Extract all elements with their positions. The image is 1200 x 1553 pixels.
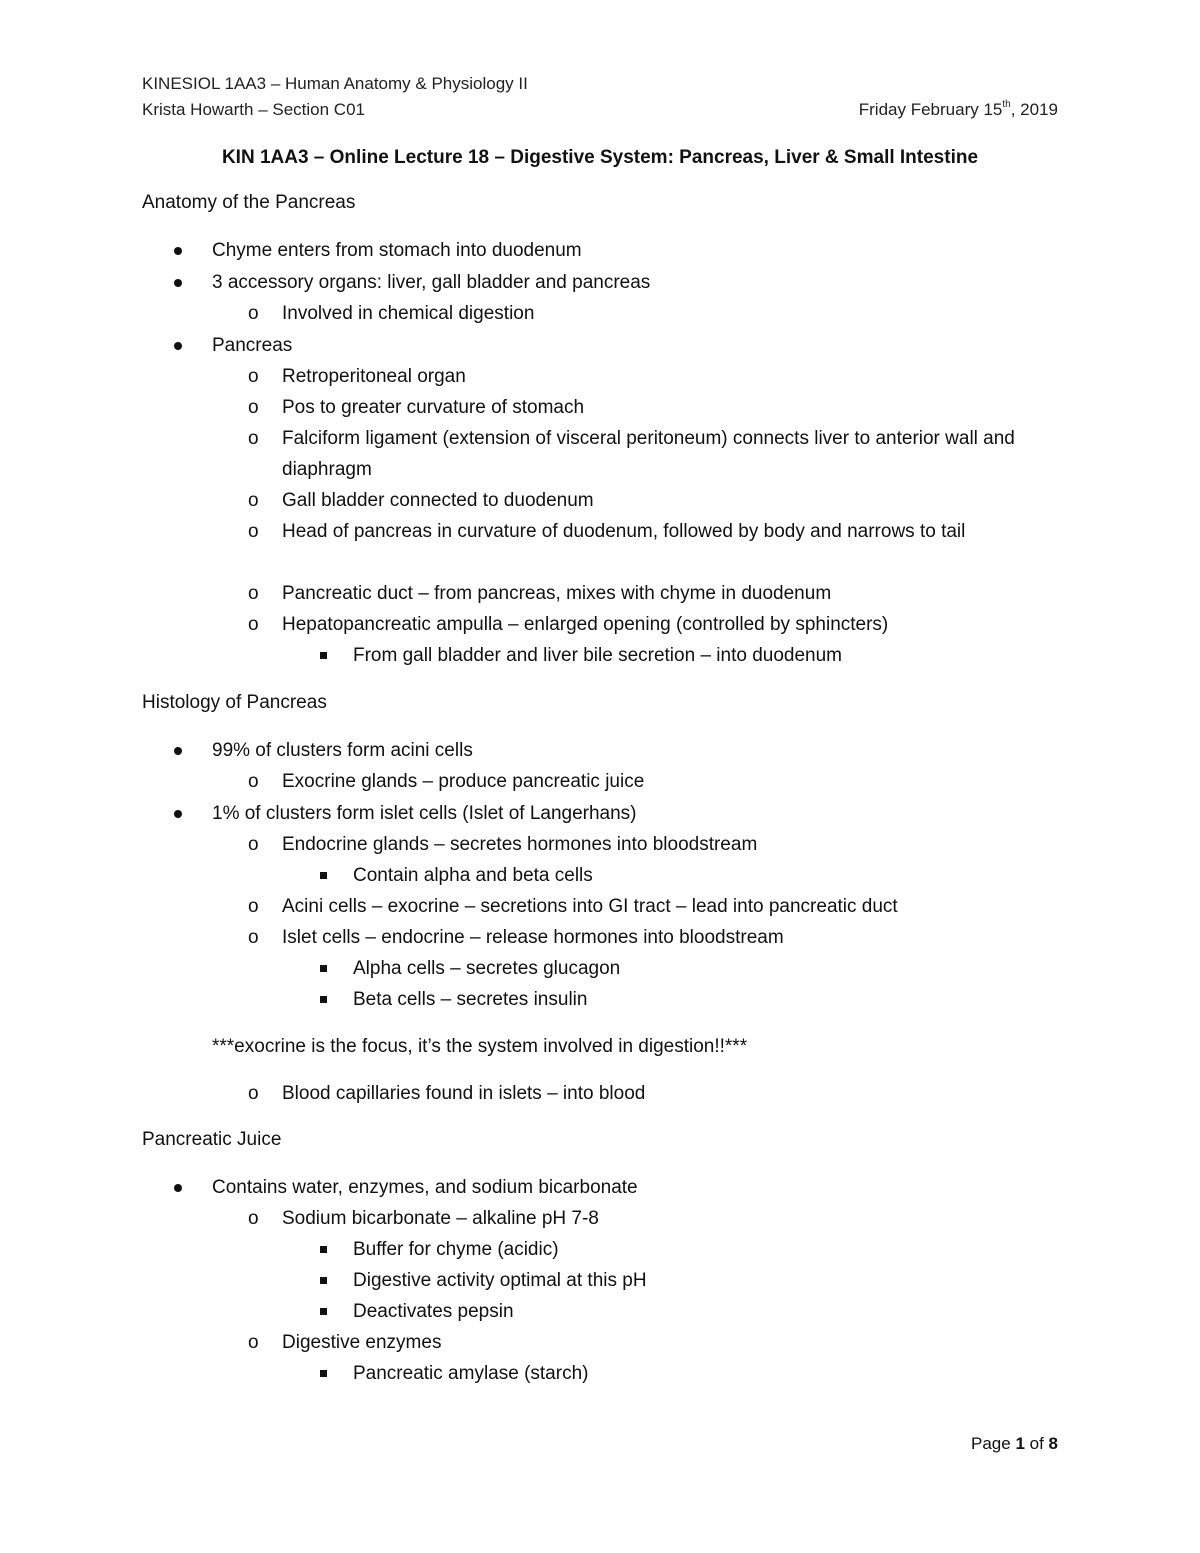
bullet-circle-icon: o xyxy=(248,1332,259,1353)
bullet-circle-icon: o xyxy=(248,896,259,917)
list-item: Pancreatic amylase (starch) xyxy=(353,1358,1053,1389)
list-item: 1% of clusters form islet cells (Islet of Langerhans) xyxy=(212,798,1052,829)
bullet-square-icon xyxy=(320,872,327,879)
total-pages: 8 xyxy=(1048,1434,1058,1453)
current-page: 1 xyxy=(1015,1434,1025,1453)
list-item: Chyme enters from stomach into duodenum xyxy=(212,235,1052,266)
bullet-circle-icon: o xyxy=(248,1083,259,1104)
list-item: o Acini cells – exocrine – secretions into GI tract – lead into pancreatic duct xyxy=(282,891,1052,922)
list-item: o Involved in chemical digestion xyxy=(282,298,1052,329)
list-item: Alpha cells – secretes glucagon xyxy=(353,953,1053,984)
author-header: Krista Howarth – Section C01 xyxy=(142,100,365,119)
date-year: , 2019 xyxy=(1010,100,1058,119)
bullet-dot-icon xyxy=(174,747,182,755)
section-heading-juice: Pancreatic Juice xyxy=(142,1129,282,1150)
bullet-dot-icon xyxy=(174,247,182,255)
bullet-square-icon xyxy=(320,1277,327,1284)
list-item: o Gall bladder connected to duodenum xyxy=(282,485,1052,516)
list-item: o Endocrine glands – secretes hormones into bloodstream xyxy=(282,829,1052,860)
page-number: Page 1 of 8 xyxy=(971,1434,1058,1453)
bullet-circle-icon: o xyxy=(248,927,259,948)
bullet-circle-icon: o xyxy=(248,614,259,635)
list-item: Pancreas xyxy=(212,330,1052,361)
bullet-circle-icon: o xyxy=(248,303,259,324)
bullet-dot-icon xyxy=(174,1184,182,1192)
list-item: o Pancreatic duct – from pancreas, mixes with chyme in duodenum xyxy=(282,578,1052,609)
list-item: o Head of pancreas in curvature of duodenum, followed by body and narrows to tail xyxy=(282,516,1052,547)
date-superscript: th xyxy=(1002,99,1011,110)
date-header xyxy=(859,99,1058,121)
course-header: KINESIOL 1AA3 – Human Anatomy & Physiology II xyxy=(142,74,528,93)
list-item: o Digestive enzymes xyxy=(282,1327,1052,1358)
bullet-circle-icon: o xyxy=(248,834,259,855)
bullet-circle-icon: o xyxy=(248,521,259,542)
document-title: KIN 1AA3 – Online Lecture 18 – Digestive System: Pancreas, Liver & Small Intestine xyxy=(221,147,979,168)
list-item: o Retroperitoneal organ xyxy=(282,361,1052,392)
bullet-dot-icon xyxy=(174,279,182,287)
list-item: Beta cells – secretes insulin xyxy=(353,984,1053,1015)
list-item: Buffer for chyme (acidic) xyxy=(353,1234,1053,1265)
list-item: o Sodium bicarbonate – alkaline pH 7-8 xyxy=(282,1203,1052,1234)
bullet-square-icon xyxy=(320,996,327,1003)
list-item: Digestive activity optimal at this pH xyxy=(353,1265,1053,1296)
list-item: Contains water, enzymes, and sodium bicarbonate xyxy=(212,1172,1052,1203)
list-item: o Pos to greater curvature of stomach xyxy=(282,392,1052,423)
bullet-circle-icon: o xyxy=(248,583,259,604)
list-item: Contain alpha and beta cells xyxy=(353,860,1053,891)
bullet-circle-icon: o xyxy=(248,490,259,511)
bullet-square-icon xyxy=(320,1246,327,1253)
list-item: From gall bladder and liver bile secretion – into duodenum xyxy=(353,640,1053,671)
list-item: o Exocrine glands – produce pancreatic juice xyxy=(282,766,1052,797)
section-heading-histology: Histology of Pancreas xyxy=(142,692,327,713)
bullet-circle-icon: o xyxy=(248,771,259,792)
bullet-circle-icon: o xyxy=(248,1208,259,1229)
list-item: o Islet cells – endocrine – release hormones into bloodstream xyxy=(282,922,1052,953)
bullet-dot-icon xyxy=(174,342,182,350)
bullet-circle-icon: o xyxy=(248,397,259,418)
list-item: 99% of clusters form acini cells xyxy=(212,735,1052,766)
list-item: 3 accessory organs: liver, gall bladder and pancreas xyxy=(212,267,1052,298)
bullet-circle-icon: o xyxy=(248,366,259,387)
date-text: Friday February 15 xyxy=(858,100,1003,119)
bullet-square-icon xyxy=(320,1370,327,1377)
list-item: Deactivates pepsin xyxy=(353,1296,1053,1327)
list-item: o Falciform ligament (extension of visceral peritoneum) connects liver to anterior wall and diaphragm xyxy=(282,423,1052,485)
bullet-square-icon xyxy=(320,965,327,972)
bullet-square-icon xyxy=(320,1308,327,1315)
list-item: o Blood capillaries found in islets – into blood xyxy=(282,1078,1052,1109)
exocrine-note: ***exocrine is the focus, it’s the system involved in digestion!!*** xyxy=(212,1036,748,1057)
bullet-circle-icon: o xyxy=(248,428,259,449)
section-heading-anatomy: Anatomy of the Pancreas xyxy=(142,192,356,213)
bullet-square-icon xyxy=(320,652,327,659)
bullet-dot-icon xyxy=(174,810,182,818)
list-item: o Hepatopancreatic ampulla – enlarged opening (controlled by sphincters) xyxy=(282,609,1052,640)
